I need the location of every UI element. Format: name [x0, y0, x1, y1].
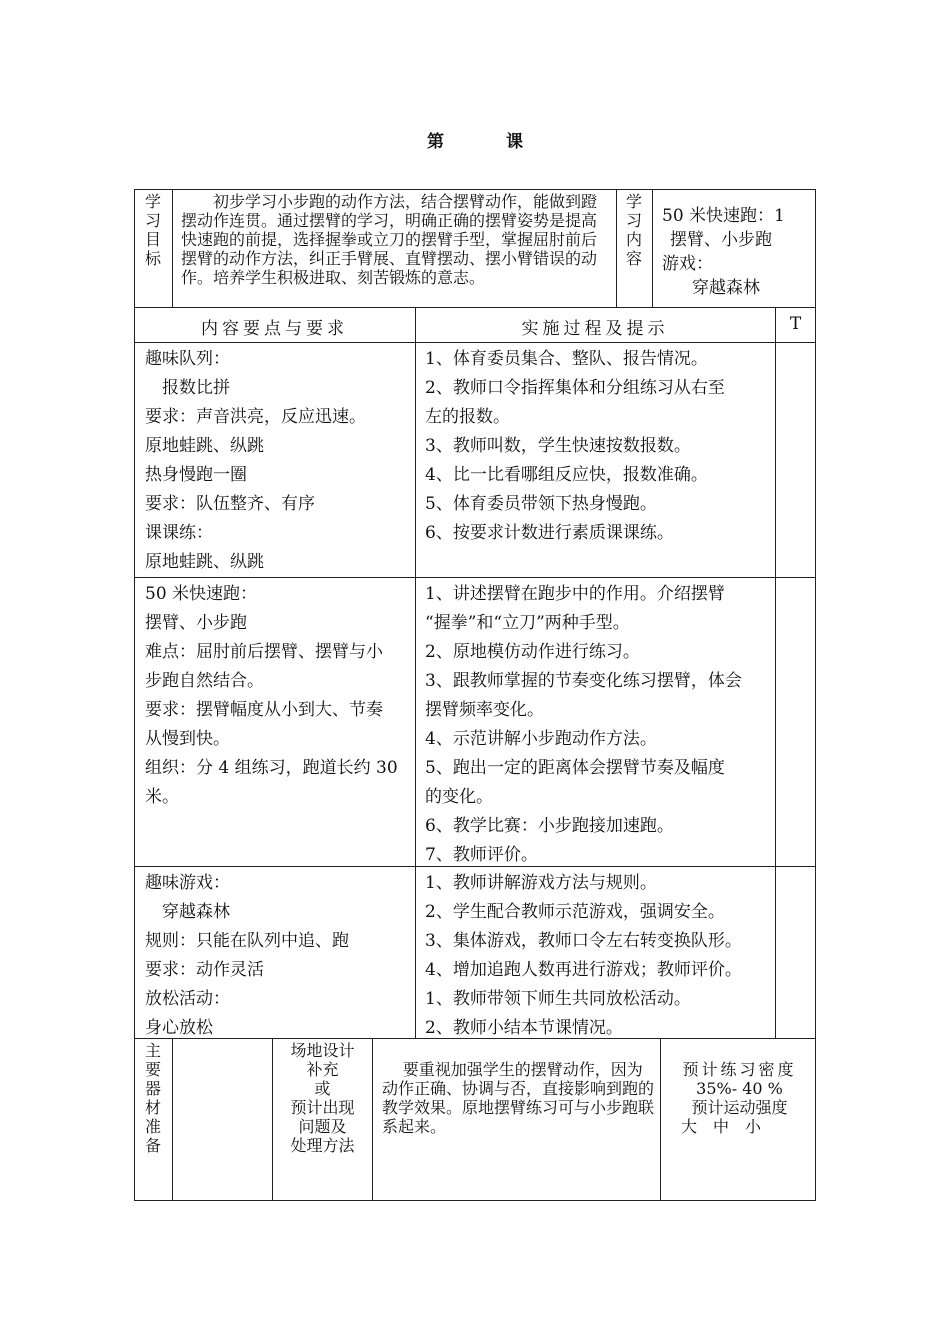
density-block — [667, 1060, 812, 1136]
content-line: 50 米快速跑：1 — [662, 206, 785, 226]
text-line: 3、跟教师掌握的节奏变化练习摆臂，体会 — [425, 671, 742, 691]
density-value: 35%- 40 % — [696, 1079, 783, 1098]
text-line: 原地蛙跳、纵跳 — [145, 436, 264, 456]
text-line: 7、教师评价。 — [425, 845, 538, 865]
divider — [272, 1038, 273, 1201]
divider — [660, 1038, 661, 1201]
section-2-process — [425, 580, 773, 870]
content-line: 穿越森林 — [692, 278, 760, 298]
text-line: 要求：摆臂幅度从小到大、节奏 — [145, 700, 383, 720]
header-time: T — [789, 314, 802, 334]
text-line: 或 — [314, 1079, 331, 1098]
text-line: 1、讲述摆臂在跑步中的作用。介绍摆臂 — [425, 584, 725, 604]
text-line: 趣味队列： — [145, 349, 230, 369]
text-line: 原地蛙跳、纵跳 — [145, 552, 264, 572]
intensity-label: 预计运动强度 — [691, 1098, 788, 1117]
text-line: 5、体育委员带领下热身慢跑。 — [425, 494, 657, 514]
header-process: 实施过程及提示 — [521, 319, 669, 339]
section-1-requirements — [145, 345, 413, 577]
text-line: 要求：动作灵活 — [145, 960, 264, 980]
text-line: 3、集体游戏，教师口令左右转变换队形。 — [425, 931, 742, 951]
text-line: 4、增加追跑人数再进行游戏；教师评价。 — [425, 960, 742, 980]
content-line: 游戏： — [662, 254, 713, 274]
header-requirements: 内容要点与要求 — [201, 319, 348, 339]
section-3-requirements — [145, 869, 413, 1043]
text-line: 左的报数。 — [425, 407, 510, 427]
text-line: 步跑自然结合。 — [145, 671, 264, 691]
divider — [652, 189, 653, 307]
text-line: 6、教学比赛：小步跑接加速跑。 — [425, 816, 674, 836]
text-line: 报数比拼 — [145, 378, 230, 398]
text-line: 5、跑出一定的距离体会摆臂节奏及幅度 — [425, 758, 725, 778]
text-line: 要求：声音洪亮，反应迅速。 — [145, 407, 366, 427]
text-line: 米。 — [145, 787, 179, 807]
text-line: 3、教师叫数，学生快速按数报数。 — [425, 436, 691, 456]
content-list — [662, 204, 812, 300]
text-line: 趣味游戏： — [145, 873, 230, 893]
text-line: 2、原地模仿动作进行练习。 — [425, 642, 640, 662]
text-line: 规则：只能在队列中追、跑 — [145, 931, 349, 951]
divider — [172, 1038, 173, 1201]
content-line: 摆臂、小步跑 — [670, 230, 772, 250]
goal-text: 初步学习小步跑的动作方法，结合摆臂动作，能做到蹬摆动作连贯。通过摆臂的学习，明确正确的摆臂姿势是提高快速跑的前提，选择握拳或立刀的摆臂手型，掌握屈肘前后摆臂的动作方法，纠正手臂展、直臂摆动、摆小臂错误的动作。培养学生积极进取、刻苦锻炼的意志。 — [181, 192, 598, 287]
text-line: 热身慢跑一圈 — [145, 465, 247, 485]
text-line: 2、教师口令指挥集体和分组练习从右至 — [425, 378, 725, 398]
text-line: 身心放松 — [145, 1018, 213, 1038]
text-line: 要求：队伍整齐、有序 — [145, 494, 315, 514]
text-line: 4、示范讲解小步跑动作方法。 — [425, 729, 657, 749]
text-line: 难点：屈肘前后摆臂、摆臂与小 — [145, 642, 383, 662]
divider — [134, 577, 816, 578]
text-line: 组织：分 4 组练习，跑道长约 30 — [145, 758, 398, 778]
section-1-process — [425, 345, 773, 548]
text-line: 摆臂、小步跑 — [145, 613, 247, 633]
section-2-requirements — [145, 580, 413, 812]
goal-label: 学习目标 — [144, 192, 161, 268]
text-line: 1、教师讲解游戏方法与规则。 — [425, 873, 657, 893]
divider — [372, 1038, 373, 1201]
divider — [134, 307, 816, 308]
text-line: “握拳”和“立刀”两种手型。 — [425, 613, 630, 633]
divider — [616, 189, 617, 307]
text-line: 2、教师小结本节课情况。 — [425, 1018, 623, 1038]
text-line: 50 米快速跑： — [145, 584, 258, 604]
text-line: 2、学生配合教师示范游戏，强调安全。 — [425, 902, 725, 922]
text-line: 6、按要求计数进行素质课课练。 — [425, 523, 674, 543]
design-labels — [275, 1041, 370, 1155]
text-line: 补充 — [306, 1060, 339, 1079]
text-line: 4、比一比看哪组反应快，报数准确。 — [425, 465, 708, 485]
text-line: 预计出现 — [290, 1098, 355, 1117]
content-label: 学习内容 — [625, 192, 642, 268]
text-line: 穿越森林 — [145, 902, 230, 922]
intensity-options: 大 中 小 — [681, 1117, 762, 1136]
text-line: 放松活动： — [145, 989, 230, 1009]
text-line: 的变化。 — [425, 787, 493, 807]
text-line: 从慢到快。 — [145, 729, 230, 749]
text-line: 问题及 — [298, 1117, 347, 1136]
equipment-label: 主要器材准备 — [144, 1041, 161, 1155]
divider — [415, 307, 416, 1038]
section-3-process — [425, 869, 773, 1043]
divider — [775, 307, 776, 1038]
divider — [172, 189, 173, 307]
text-line: 场地设计 — [290, 1041, 355, 1060]
density-label: 预计练习密度 — [682, 1060, 797, 1079]
text-line: 处理方法 — [290, 1136, 355, 1155]
text-line: 摆臂频率变化。 — [425, 700, 544, 720]
text-line: 1、教师带领下师生共同放松活动。 — [425, 989, 691, 1009]
page-title: 第 课 — [427, 132, 551, 152]
divider — [134, 342, 816, 343]
text-line: 1、体育委员集合、整队、报告情况。 — [425, 349, 708, 369]
text-line: 课课练： — [145, 523, 213, 543]
teaching-note: 要重视加强学生的摆臂动作，因为动作正确、协调与否，直接影响到跑的教学效果。原地摆臂练习可与小步跑联系起来。 — [382, 1060, 655, 1136]
